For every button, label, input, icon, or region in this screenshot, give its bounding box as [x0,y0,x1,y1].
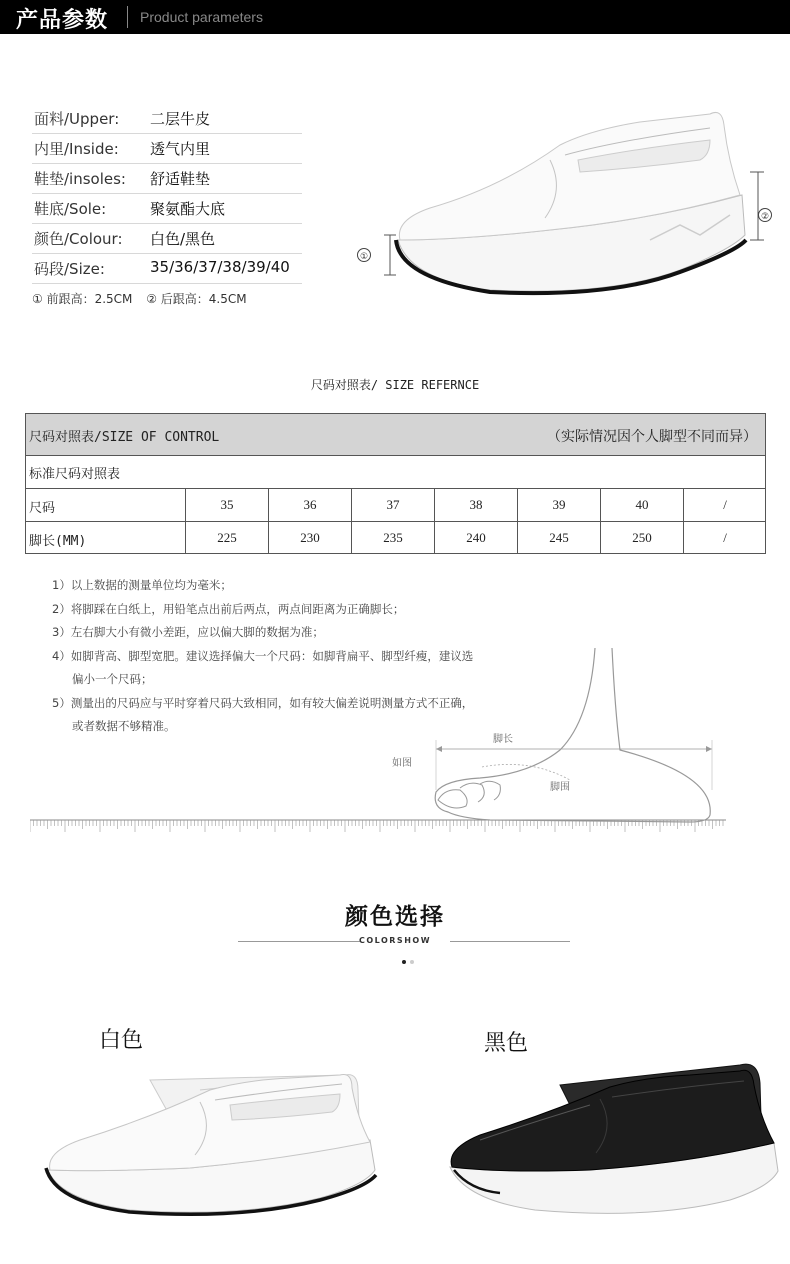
table-row [26,522,765,554]
color-label-black: 黑色 [484,1031,529,1056]
size-table-subtitle: 标准尺码对照表 [29,467,121,482]
param-label: 内里/Inside: [34,140,119,158]
row-label: 脚长(MM) [29,534,87,549]
param-row [32,134,302,164]
heel-heights [32,290,257,307]
param-label: 码段/Size: [34,260,105,278]
header-title-cn: 产品参数 [16,8,109,33]
param-value: 聚氨酯大底 [150,200,226,218]
table-cell: 225 [185,522,268,554]
param-value: 35/36/37/38/39/40 [150,258,290,276]
note-item: 4）如脚背高、脚型宽肥。建议选择偏大一个尺码：如脚背扁平、脚型纤瘦，建议选 [52,648,474,663]
param-label: 鞋底/Sole: [34,200,107,218]
table-cell: 40 [600,489,683,521]
note-item: 1）以上数据的测量单位均为毫米； [52,578,232,592]
page-header [0,0,790,34]
table-row [26,489,765,522]
row-label: 尺码 [29,501,56,516]
size-reference-title: 尺码对照表/ SIZE REFERNCE [310,378,480,392]
header-divider [127,6,128,28]
size-table-title: 尺码对照表/SIZE OF CONTROL [29,430,220,445]
size-table-subtitle-row [26,456,765,489]
table-cell: 36 [268,489,351,521]
foot-length-label: 脚长 [493,734,513,745]
front-marker-label: ① [359,252,369,262]
table-cell: / [683,489,766,521]
table-cell: 35 [185,489,268,521]
param-row [32,224,302,254]
size-table [25,413,766,554]
slide-dots [402,949,418,968]
table-cell: 245 [517,522,600,554]
white-shoe-pair-image [40,1060,380,1220]
back-marker-label: ② [760,212,770,222]
header-title-en: Product parameters [140,9,263,25]
black-shoe-pair-image [440,1055,780,1225]
table-cell: 37 [351,489,434,521]
param-label: 鞋垫/insoles: [34,170,126,188]
foot-girth-label: 脚围 [550,782,570,793]
param-value: 舒适鞋垫 [150,170,211,188]
param-row [32,254,302,284]
dot-active [402,960,406,964]
param-label: 颜色/Colour: [34,230,123,248]
table-cell: 235 [351,522,434,554]
note-item: 或者数据不够精准。 [72,719,176,733]
note-item: 2）将脚踩在白纸上，用铅笔点出前后两点，两点间距离为正确脚长； [52,601,405,616]
back-heel-height: ② 后跟高：4.5CM [146,292,247,306]
param-row [32,194,302,224]
table-cell: 230 [268,522,351,554]
table-cell: 250 [600,522,683,554]
table-cell: / [683,522,766,554]
color-label-white: 白色 [99,1028,144,1053]
size-table-header [26,414,765,456]
param-value: 白色/黑色 [150,230,216,248]
dot-inactive [410,960,414,964]
param-row [32,104,302,134]
size-table-note: （实际情况因个人脚型不同而异） [547,429,757,445]
color-section-subtitle: COLORSHOW [358,936,432,945]
param-value: 二层牛皮 [150,110,211,128]
note-item: 偏小一个尺码； [72,672,153,686]
note-item: 5）测量出的尺码应与平时穿着尺码大致相同，如有较大偏差说明测量方式不正确， [52,695,474,710]
param-row [32,164,302,194]
table-cell: 38 [434,489,517,521]
param-label: 面料/Upper: [34,110,120,128]
param-value: 透气内里 [150,140,211,158]
table-cell: 39 [517,489,600,521]
example-label: 如图 [392,758,412,769]
foot-measure-diagram [390,640,730,840]
product-params [32,104,302,284]
table-cell: 240 [434,522,517,554]
white-shoe-main-image [350,100,780,310]
note-item: 3）左右脚大小有微小差距，应以偏大脚的数据为准； [52,625,324,639]
color-section-title: 颜色选择 [345,904,445,930]
front-heel-height: ① 前跟高：2.5CM [32,292,133,306]
